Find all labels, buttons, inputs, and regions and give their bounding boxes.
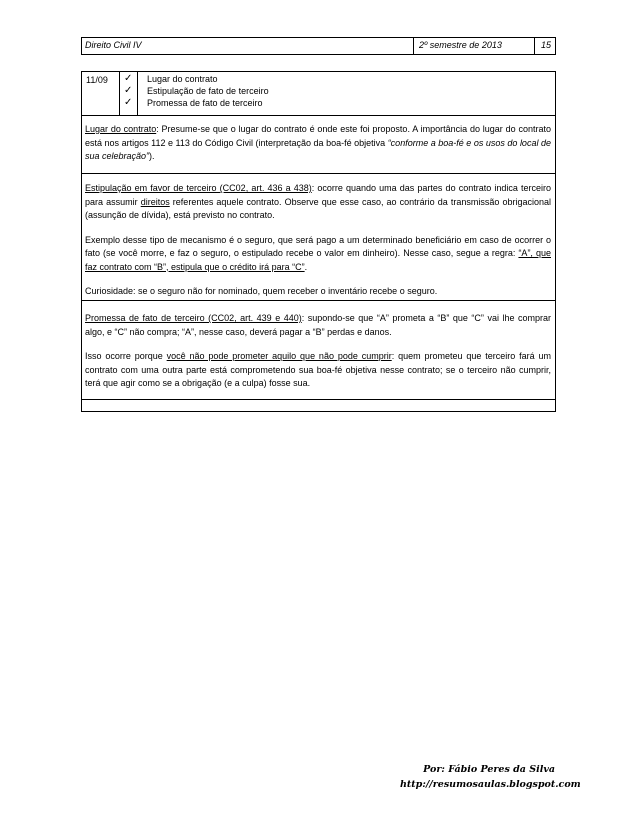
- paragraph: [85, 123, 551, 164]
- blog-url: http://resumosaulas.blogspot.com: [400, 779, 581, 790]
- page-header: [81, 37, 556, 55]
- course-title: Direito Civil IV: [85, 40, 142, 50]
- text: Exemplo desse tipo de mecanismo é o seguro, que será pago a um determinado beneficiário em caso de ocorrer o fato (se você morre, e faz o seguro, o estipulado recebe o valor em dinheiro). Nesse caso, segue a regra:: [85, 234, 551, 258]
- paragraph: [85, 350, 551, 391]
- text: : supondo-se que “A” prometa a “B” que “C” vai lhe comprar algo, e “C” não compra; “A”, nesse caso, deverá pagar a “B” perdas e danos.: [85, 313, 551, 337]
- section-heading: Estipulação em favor de terceiro (CC02, art. 436 a 438): [85, 183, 312, 193]
- row-divider: [82, 300, 555, 301]
- list-item: [124, 73, 269, 85]
- paragraph: [85, 312, 551, 339]
- author-name: Por: Fábio Peres da Silva: [423, 764, 555, 775]
- section-estipulacao: [85, 182, 551, 310]
- topic-label: Lugar do contrato: [147, 74, 218, 84]
- text: direitos: [140, 196, 170, 207]
- text: : quem prometeu que terceiro fará um contrato com uma outra parte está comprometendo sua boa-fé objetiva nesse contrato; se o terceiro não cumprir, terá que agir como se a obrigação (e a culpa) fosse sua.: [85, 351, 551, 388]
- text: referentes aquele contrato. Observe que esse caso, ao contrário da transmissão obrigacional (assunção de dívida), está previsto no contrato.: [85, 196, 551, 220]
- list-item: [124, 85, 269, 97]
- text: você não pode prometer aquilo que não pode cumprir: [166, 351, 392, 361]
- paragraph: Curiosidade: se o seguro não for nominado, quem receber o inventário recebe o seguro.: [85, 286, 438, 296]
- header-divider: [534, 38, 535, 54]
- paragraph: [85, 182, 551, 223]
- rule-text: “A”, que faz contrato com “B”, estipula que o crédito irá para “C”: [85, 248, 551, 272]
- paragraph: [85, 234, 551, 275]
- row-divider: [119, 72, 120, 115]
- section-promessa: [85, 312, 551, 402]
- section-lugar-do-contrato: [85, 123, 551, 175]
- text: : ocorre quando uma das partes do contrato indica terceiro para assumir: [85, 183, 551, 207]
- text: : Presume-se que o lugar do contrato é onde este foi proposto. A importância do lugar do contrato está nos artigos 112 e 113 do Código Civil (interpretação da boa-fé objetiva: [85, 124, 551, 148]
- notes-table: [81, 71, 556, 412]
- row-divider: [82, 399, 555, 400]
- topic-label: Promessa de fato de terceiro: [147, 98, 263, 108]
- section-heading: Lugar do contrato: [85, 124, 157, 134]
- author-signature: [400, 762, 581, 792]
- section-heading: Promessa de fato de terceiro (CC02, art. 439 e 440): [85, 313, 302, 323]
- page-number: 15: [541, 40, 552, 50]
- semester-label: 2º semestre de 2013: [419, 40, 502, 50]
- lesson-date: 11/09: [86, 75, 108, 85]
- text: ).: [149, 151, 155, 161]
- quote: “conforme a boa-fé e os usos do local de sua celebração”: [85, 137, 551, 161]
- row-divider: [82, 115, 555, 116]
- header-divider: [413, 38, 414, 54]
- checkmark-icon: ✓: [124, 85, 133, 96]
- row-divider: [82, 173, 555, 174]
- checkmark-icon: ✓: [124, 73, 133, 84]
- text: .: [304, 261, 308, 272]
- topic-label: Estipulação de fato de terceiro: [147, 86, 269, 96]
- list-item: [124, 97, 269, 109]
- text: Isso ocorre porque: [85, 351, 167, 361]
- topic-list: [124, 73, 269, 109]
- checkmark-icon: ✓: [124, 97, 133, 108]
